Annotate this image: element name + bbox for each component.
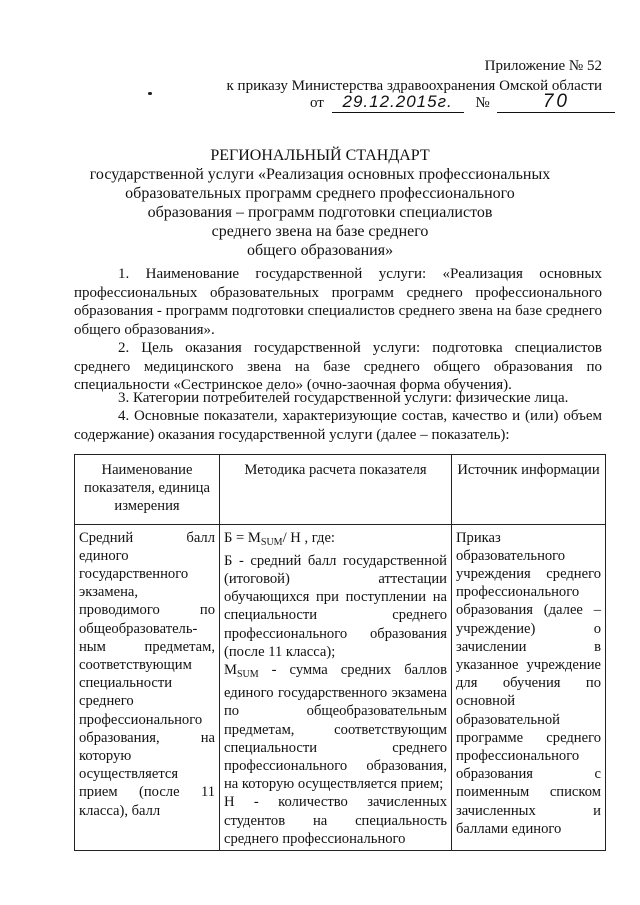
indicators-table: [74, 454, 606, 851]
handwritten-number: 70: [542, 91, 570, 112]
subtitle-line-4: среднего звена на базе среднего: [211, 223, 429, 240]
table-header-row: [75, 455, 606, 525]
order-date-line: [310, 93, 602, 113]
calculation-method-cell: [220, 524, 452, 850]
subtitle-line-1: государственной услуги «Реализация основных профессиональных: [89, 166, 551, 183]
table-row: [75, 524, 606, 850]
subtitle-line-3: образования – программ подготовки специалистов: [147, 204, 493, 221]
definition-b: Б - средний балл государственной (итоговой) аттестации обучающихся при поступлении на специальности среднего профессионального образования (после 11 класса);: [224, 552, 447, 660]
header-calculation-method: Методика расчета показателя: [220, 455, 452, 525]
subtitle-line-5: общего образования»: [246, 242, 394, 259]
handwritten-date: 29.12.2015г.: [342, 92, 453, 111]
indicator-name-cell: Средний балл единого государственного экзамена, проводимого по общеобразователь-ным предметам, соответствующим специальности среднего профессионального образования, на которую осуществляется прием (после 11 класса), балл: [75, 524, 220, 850]
definition-h: Н - количество зачисленных студентов на специальность среднего профессионального: [224, 794, 447, 847]
document-title: РЕГИОНАЛЬНЫЙ СТАНДАРТ: [210, 147, 430, 164]
paragraph-4: 4. Основные показатели, характеризующие состав, качество и (или) объем содержание) оказания государственной услуги (далее – показатель):: [74, 408, 602, 443]
header-information-source: Источник информации: [452, 455, 606, 525]
date-field: [332, 93, 464, 113]
header-indicator-name: Наименование показателя, единица измерения: [75, 455, 220, 525]
paragraph-2: 2. Цель оказания государственной услуги: подготовка специалистов среднего медицинского звена на базе среднего общего образования по специальности «Сестринское дело» (очно-заочная форма обучения).: [74, 340, 602, 394]
definition-msum: $M_{SUM}$ - сумма средних баллов единого государственного экзамена по общеобразовательным предметам, соответствующим специальности среднего профессионального образования, на которую осуществляется прием;: [224, 662, 447, 793]
scan-mark: [148, 92, 152, 95]
from-label: от: [310, 95, 324, 111]
information-source-cell: Приказ образовательного учреждения среднего профессионального образования (далее – учреждение) о зачислении в указанное учреждение для обучения по основной образовательной программе среднего профессионального образования с поименным списком зачисленных и баллами единого: [452, 524, 606, 850]
number-field: [497, 93, 615, 113]
paragraph-3: 3. Категории потребителей государственной услуги: физические лица.: [118, 390, 569, 406]
paragraph-1: 1. Наименование государственной услуги: «Реализация основных профессиональных образовательных программ среднего профессионального образования - программ подготовки специалистов среднего звена на базе среднего общего образования».: [74, 266, 602, 338]
order-reference: к приказу Министерства здравоохранения Омской области: [226, 78, 602, 94]
formula: $Б = M_{SUM}/$ H , где:: [224, 529, 335, 548]
number-label: №: [475, 95, 490, 111]
subtitle-line-2: образовательных программ среднего профессионального: [125, 185, 515, 202]
appendix-number: Приложение № 52: [484, 58, 602, 74]
